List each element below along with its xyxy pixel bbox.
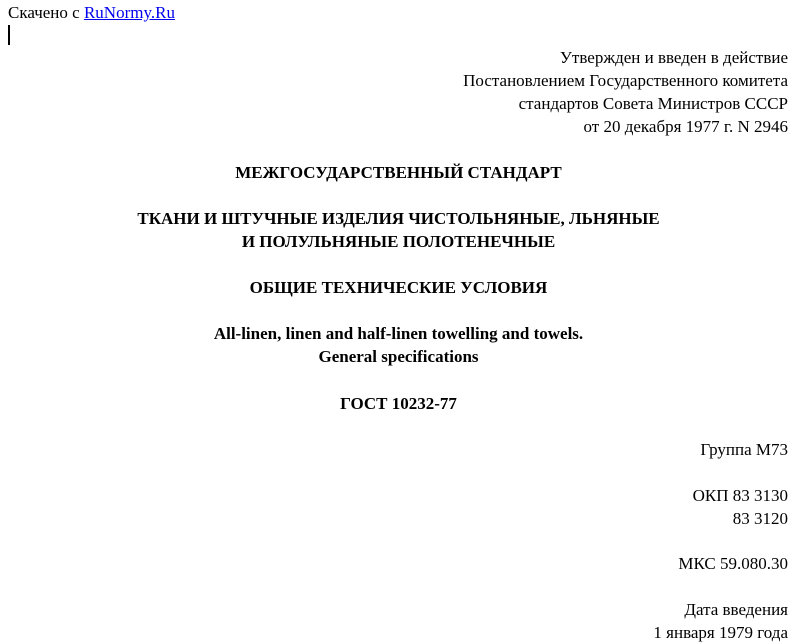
approval-line: от 20 декабря 1977 г. N 2946 [583, 117, 788, 136]
document-subtitle: ОБЩИЕ ТЕХНИЧЕСКИЕ УСЛОВИЯ [249, 278, 548, 297]
okp-line: ОКП 83 3130 [692, 486, 788, 505]
document-title [0, 207, 790, 253]
introduction-date-block [653, 598, 788, 644]
source-prefix: Скачено с [8, 3, 80, 22]
approval-line: стандартов Совета Министров СССР [518, 94, 788, 113]
okp-line: 83 3120 [732, 509, 788, 528]
gost-number: ГОСТ 10232-77 [340, 394, 457, 413]
source-line [8, 2, 175, 24]
title-line: ТКАНИ И ШТУЧНЫЕ ИЗДЕЛИЯ ЧИСТОЛЬНЯНЫЕ, ЛЬНЯНЫЕ [137, 209, 660, 228]
standard-type: МЕЖГОСУДАРСТВЕННЫЙ СТАНДАРТ [235, 163, 562, 182]
group-code: Группа М73 [700, 440, 788, 459]
english-title-line: General specifications [318, 347, 479, 366]
text-cursor [8, 25, 10, 45]
approval-line: Утвержден и введен в действие [559, 48, 788, 67]
source-link[interactable]: RuNormy.Ru [83, 3, 175, 22]
introduction-date: 1 января 1979 года [653, 623, 788, 642]
approval-block [463, 46, 788, 138]
introduction-label: Дата введения [684, 600, 788, 619]
english-title [0, 322, 790, 368]
okp-codes [693, 484, 788, 530]
title-line: И ПОЛУЛЬНЯНЫЕ ПОЛОТЕНЕЧНЫЕ [241, 232, 556, 251]
approval-line: Постановлением Государственного комитета [463, 71, 788, 90]
mks-code: МКС 59.080.30 [678, 554, 788, 573]
english-title-line: All-linen, linen and half-linen towelling and towels. [213, 324, 584, 343]
